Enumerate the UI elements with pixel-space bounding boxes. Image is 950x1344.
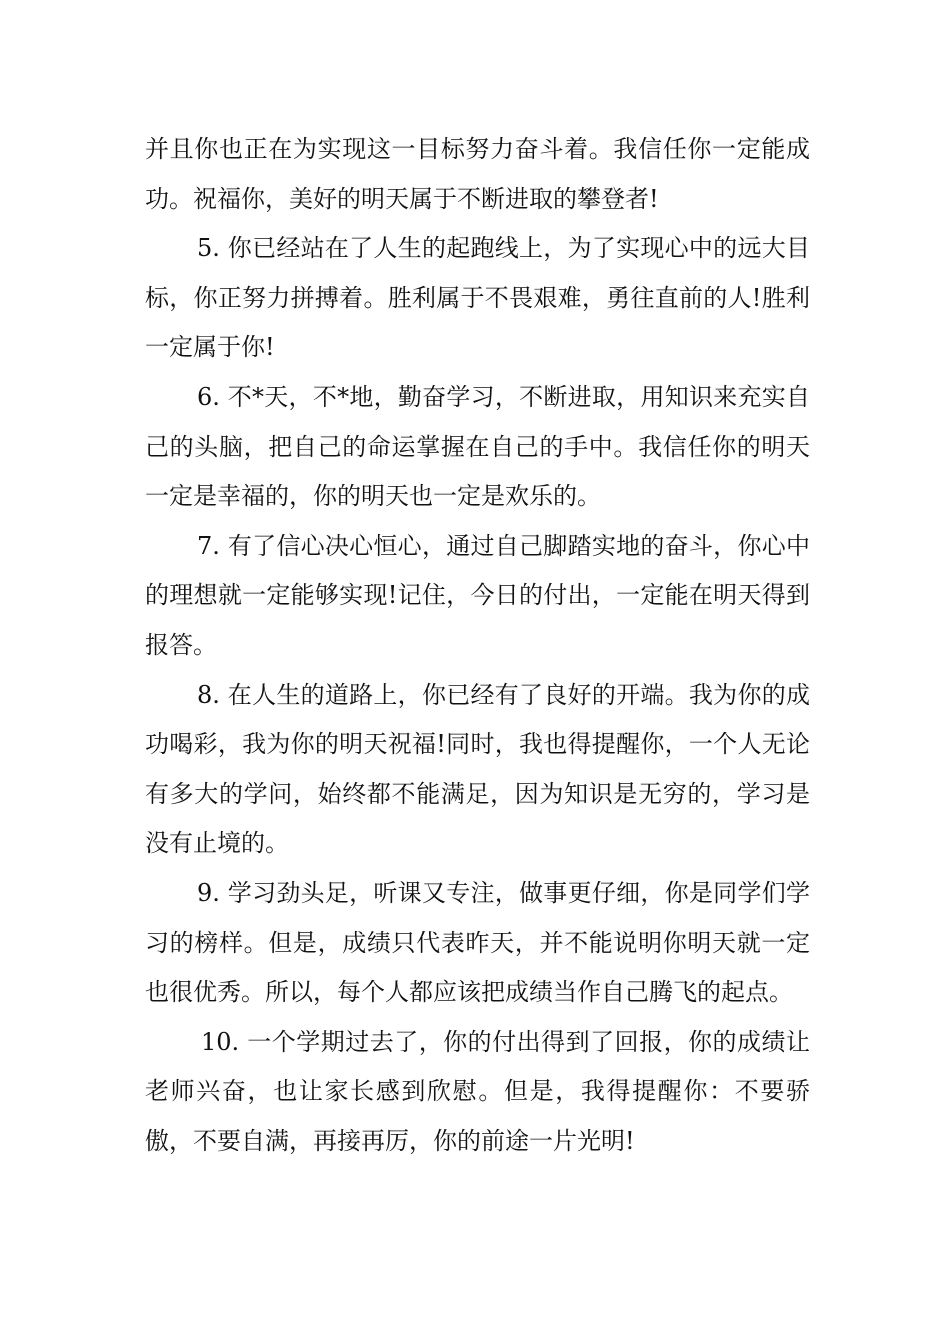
paragraph-item-5: 5. 你已经站在了人生的起跑线上，为了实现心中的远大目标，你正努力拼搏着。胜利属于不畏艰难，勇往直前的人!胜利一定属于你! xyxy=(145,234,810,362)
paragraph-item-10: 10. 一个学期过去了，你的付出得到了回报，你的成绩让老师兴奋，也让家长感到欣慰。但是，我得提醒你：不要骄傲，不要自满，再接再厉，你的前途一片光明! xyxy=(145,1027,810,1155)
paragraph-continuation: 并且你也正在为实现这一目标努力奋斗着。我信任你一定能成功。祝福你，美好的明天属于不断进取的攀登者! xyxy=(145,135,810,213)
document-body xyxy=(145,125,810,1166)
paragraph-item-6: 6. 不*天，不*地，勤奋学习，不断进取，用知识来充实自己的头脑，把自己的命运掌握在自己的手中。我信任你的明天一定是幸福的，你的明天也一定是欢乐的。 xyxy=(145,382,810,511)
paragraph-item-7: 7. 有了信心决心恒心，通过自己脚踏实地的奋斗，你心中的理想就一定能够实现!记住，今日的付出，一定能在明天得到报答。 xyxy=(145,531,810,659)
paragraph-item-9: 9. 学习劲头足，听课又专注，做事更仔细，你是同学们学习的榜样。但是，成绩只代表昨天，并不能说明你明天就一定也很优秀。所以，每个人都应该把成绩当作自己腾飞的起点。 xyxy=(145,878,810,1007)
paragraph-item-8: 8. 在人生的道路上，你已经有了良好的开端。我为你的成功喝彩，我为你的明天祝福!同时，我也得提醒你，一个人无论有多大的学问，始终都不能满足，因为知识是无穷的，学习是没有止境的。 xyxy=(145,680,810,858)
